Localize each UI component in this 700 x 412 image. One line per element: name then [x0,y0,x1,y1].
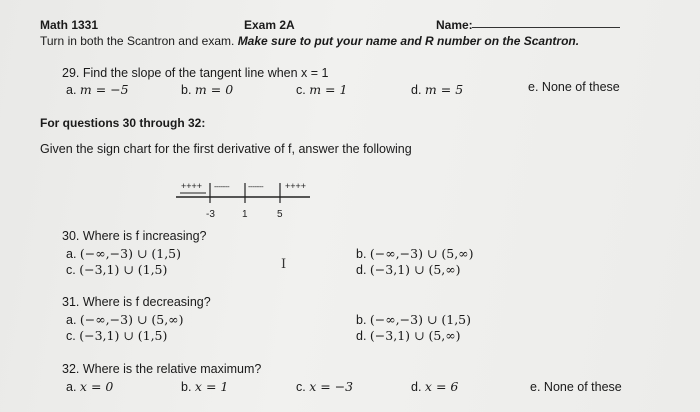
name-label: Name: [436,18,473,32]
q29-option-b: b. m = 0 [181,82,234,97]
q31-option-b: b. (−∞,−3) ∪ (1,5) [356,312,472,327]
q32-option-d: d. x = 6 [411,379,459,394]
q30-option-c: c. (−3,1) ∪ (1,5) [66,262,168,277]
q31-stem: 31. Where is f decreasing? [62,295,211,309]
text-cursor-mark: I [281,257,287,272]
section-heading: For questions 30 through 32: [40,116,206,130]
q29-option-d: d. m = 5 [411,82,464,97]
instruction-emphasis: Make sure to put your name and R number on the Scantron. [237,34,580,48]
instruction-plain: Turn in both the Scantron and exam. [40,34,235,48]
section-intro: Given the sign chart for the first derivative of f, answer the following [40,142,412,156]
instructions [40,34,579,48]
name-blank-line [472,27,620,28]
sign-chart-sign-2: ------- [214,182,230,191]
q32-option-a: a. x = 0 [66,379,114,394]
q30-option-d: d. (−3,1) ∪ (5,∞) [356,262,461,277]
q29-option-c: c. m = 1 [296,82,348,97]
sign-chart-sign-4: ++++ [285,181,307,191]
sign-chart [170,176,320,222]
q31-option-c: c. (−3,1) ∪ (1,5) [66,328,168,343]
sign-chart-label-2: 1 [242,209,248,220]
q30-option-a: a. (−∞,−3) ∪ (1,5) [66,246,182,261]
q29-option-a: a. m = −5 [66,82,129,97]
sign-chart-sign-3: ------- [248,182,264,191]
q32-stem: 32. Where is the relative maximum? [62,362,262,376]
q31-option-d: d. (−3,1) ∪ (5,∞) [356,328,461,343]
q32-option-e: e. None of these [530,380,622,394]
q29-stem: 29. Find the slope of the tangent line when x = 1 [62,66,329,80]
q29-option-e: e. None of these [528,80,620,94]
q32-option-b: b. x = 1 [181,379,229,394]
course-title: Math 1331 [40,18,99,32]
q31-option-a: a. (−∞,−3) ∪ (5,∞) [66,312,184,327]
sign-chart-label-1: -3 [206,209,215,220]
q30-option-b: b. (−∞,−3) ∪ (5,∞) [356,246,474,261]
sign-chart-label-3: 5 [277,209,283,220]
q30-stem: 30. Where is f increasing? [62,229,207,243]
sign-chart-sign-1: ++++ [181,181,203,191]
exam-title: Exam 2A [244,18,295,32]
q32-option-c: c. x = −3 [296,379,354,394]
